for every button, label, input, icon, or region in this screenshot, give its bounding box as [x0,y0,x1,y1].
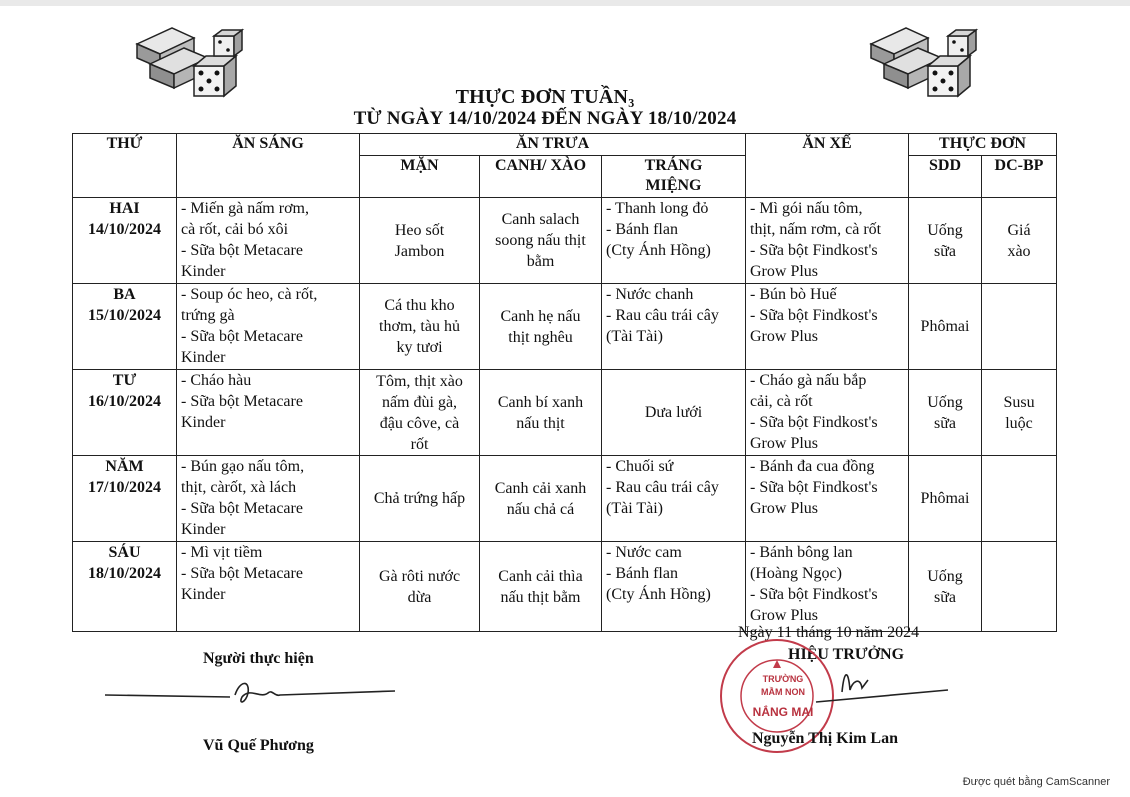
header-an-xe: ĂN XẾ [746,134,909,198]
date-label: 18/10/2024 [88,565,161,582]
cell-line: Kinder [181,349,226,366]
dessert-cell [602,456,746,542]
menu-row [73,456,1057,542]
cell-line: Uống [927,393,963,411]
cell-line: (Hoàng Ngọc) [750,565,842,582]
breakfast-cell [177,456,360,542]
cell-line: - Sữa bột Metacare [181,565,303,582]
menu-row [73,284,1057,370]
cell-line: Kinder [181,414,226,431]
stamp-text: MẦM NON [761,687,805,697]
day-cell [73,198,177,284]
dessert-cell [602,198,746,284]
cell-line: dừa [407,588,432,606]
weekday-label: TƯ [112,372,137,389]
cell-line: nấm đùi gà, [381,393,458,411]
cell-line: cải, cà rốt [750,393,813,410]
cell-line: - Sữa bột Metacare [181,500,303,517]
weekday-label: NĂM [105,458,144,475]
cell-line: Heo sốt [394,221,445,239]
principal-signature [812,662,952,707]
menu-row [73,542,1057,632]
header-canh-xao: CANH/ XÀO [480,156,602,198]
header-dc-bp: DC-BP [982,156,1057,198]
weekday-label: HAI [109,200,140,217]
weekday-label: BA [113,286,136,303]
cell-line: - Sữa bột Metacare [181,242,303,259]
principal-role: HIỆU TRƯỞNG [788,646,905,663]
scanner-watermark: Được quét bằng CamScanner [962,776,1110,788]
day-cell [73,370,177,456]
cell-line: Cá thu kho [384,297,455,314]
cell-line: Canh cải thìa [498,567,583,585]
cell-line: rốt [410,435,429,453]
soup-cell [480,284,602,370]
soup-cell [480,542,602,632]
cell-line: ky tươi [396,339,443,356]
breakfast-cell [177,198,360,284]
document-title: THỰC ĐƠN TUẦN₃ [455,86,635,108]
cell-line: (Cty Ánh Hồng) [606,586,711,603]
cell-line: thịt, càrốt, xà lách [181,479,297,496]
day-cell [73,456,177,542]
cell-line: nấu chả cá [506,500,575,518]
dessert-cell [602,370,746,456]
main-dish-cell [360,456,480,542]
date-label: 14/10/2024 [88,221,161,238]
cell-line: nấu thịt bằm [500,588,581,606]
day-cell [73,284,177,370]
sign-date: Ngày 11 tháng 10 năm 2024 [738,624,920,641]
afternoon-snack-cell [746,370,909,456]
cell-line: - Bánh đa cua đồng [750,458,875,475]
cell-line: Canh hẹ nấu [500,307,581,325]
header-thuc-don: THỰC ĐƠN [909,134,1057,156]
day-cell [73,542,177,632]
cell-line: - Bún gạo nấu tôm, [181,458,305,475]
sdd-cell [909,542,982,632]
dc-bp-cell [982,542,1057,632]
cell-line: (Cty Ánh Hồng) [606,242,711,259]
cell-line: Tôm, thịt xào [376,372,463,390]
cell-line: - Chuối sứ [606,458,674,475]
cell-line: - Sữa bột Findkost's [750,307,878,324]
dc-bp-cell [982,198,1057,284]
afternoon-snack-cell [746,198,909,284]
cell-line: sữa [934,242,956,260]
cell-line: soong nấu thịt [495,232,586,249]
cell-line: - Sữa bột Findkost's [750,586,878,603]
cell-line: luộc [1005,414,1033,432]
dessert-cell [602,284,746,370]
dc-bp-cell [982,456,1057,542]
menu-row [73,370,1057,456]
cell-line: cà rốt, cải bó xôi [181,221,289,238]
preparer-signature [100,675,400,720]
cell-line: nấu thịt [516,414,565,432]
cell-line: Dưa lưới [644,404,703,421]
cell-line: Chả trứng hấp [373,490,466,507]
cell-line: Canh cải xanh [494,479,587,497]
cell-line: Jambon [394,242,445,260]
header-an-sang: ĂN SÁNG [177,134,360,198]
soup-cell [480,456,602,542]
dc-bp-cell [982,370,1057,456]
breakfast-cell [177,284,360,370]
date-label: 16/10/2024 [88,393,161,410]
header-trang-mieng: TRÁNG MIỆNG [602,156,746,198]
cell-line: Kinder [181,263,226,280]
stamp-text: TRƯỜNG [762,674,804,684]
cell-line: Phômai [920,318,970,335]
main-dish-cell [360,542,480,632]
cell-line: - Bún bò Huế [750,286,837,303]
cell-line: Uống [927,567,963,585]
cell-line: Canh bí xanh [497,393,584,411]
cell-line: Grow Plus [750,328,819,345]
header-an-trua: ĂN TRƯA [360,134,746,156]
date-range-subtitle: TỪ NGÀY 14/10/2024 ĐẾN NGÀY 18/10/2024 [353,108,737,129]
cell-line: Gà rôti nước [378,567,461,585]
cell-line: bằm [526,253,555,270]
header-thu: THỨ [73,134,177,198]
cell-line: Grow Plus [750,500,819,517]
cell-line: - Soup óc heo, cà rốt, [181,286,318,303]
cell-line: Kinder [181,586,226,603]
soup-cell [480,198,602,284]
cell-line: - Miến gà nấm rơm, [181,200,309,217]
header-man: MẶN [360,156,480,198]
cell-line: thịt, nấm rơm, cà rốt [750,221,882,238]
cell-line: - Cháo hàu [181,372,252,389]
preparer-name: Vũ Quế Phương [203,737,314,754]
dessert-cell [602,542,746,632]
afternoon-snack-cell [746,284,909,370]
cell-line: đậu côve, cà [379,414,460,432]
cell-line: - Sữa bột Metacare [181,393,303,410]
page-top-edge [0,0,1130,6]
dc-bp-cell [982,284,1057,370]
cell-line: (Tài Tài) [606,328,664,345]
cell-line: xào [1007,242,1031,260]
cell-line: - Sữa bột Findkost's [750,479,878,496]
cell-line: thịt nghêu [508,328,573,346]
cell-line: trứng gà [181,307,235,324]
breakfast-cell [177,370,360,456]
cell-line: - Thanh long đỏ [606,200,709,217]
cell-line: - Cháo gà nấu bắp [750,372,867,389]
cell-line: - Bánh flan [606,565,678,582]
cell-line: - Nước cam [606,544,682,561]
cell-line: - Mì gói nấu tôm, [750,200,863,217]
cell-line: sữa [934,588,956,606]
preparer-role: Người thực hiện [203,650,314,667]
header-sdd: SDD [909,156,982,198]
cell-line: Canh salach [501,211,580,228]
cell-line: Kinder [181,521,226,538]
weekday-label: SÁU [108,544,141,561]
sdd-cell [909,284,982,370]
cell-line: - Sữa bột Metacare [181,328,303,345]
header-row [73,134,1057,156]
weekly-menu-table [72,133,1057,632]
cell-line: - Rau câu trái cây [606,479,719,496]
cell-line: Phômai [920,490,970,507]
cell-line: thơm, tàu hủ [379,318,460,335]
cell-line: Uống [927,221,963,239]
sdd-cell [909,456,982,542]
cell-line: Grow Plus [750,435,819,452]
afternoon-snack-cell [746,542,909,632]
cell-line: - Mì vịt tiềm [181,544,263,561]
sdd-cell [909,198,982,284]
stamp-text: NẮNG MAI [752,705,814,719]
cell-line: - Bánh flan [606,221,678,238]
cell-line: sữa [934,414,956,432]
soup-cell [480,370,602,456]
cell-line: (Tài Tài) [606,500,664,517]
cell-line: - Sữa bột Findkost's [750,414,878,431]
afternoon-snack-cell [746,456,909,542]
date-label: 15/10/2024 [88,307,161,324]
main-dish-cell [360,198,480,284]
cell-line: Giá [1007,221,1031,239]
main-dish-cell [360,284,480,370]
sdd-cell [909,370,982,456]
cell-line: Susu [1003,393,1035,411]
cell-line: - Rau câu trái cây [606,307,719,324]
cell-line: - Sữa bột Findkost's [750,242,878,259]
menu-row [73,198,1057,284]
cell-line: - Bánh bông lan [750,544,853,561]
cell-line: - Nước chanh [606,286,694,303]
cell-line: Grow Plus [750,263,819,280]
menu-body [73,198,1057,632]
breakfast-cell [177,542,360,632]
principal-name: Nguyễn Thị Kim Lan [752,730,898,747]
main-dish-cell [360,370,480,456]
cell-line: Grow Plus [750,607,819,624]
date-label: 17/10/2024 [88,479,161,496]
